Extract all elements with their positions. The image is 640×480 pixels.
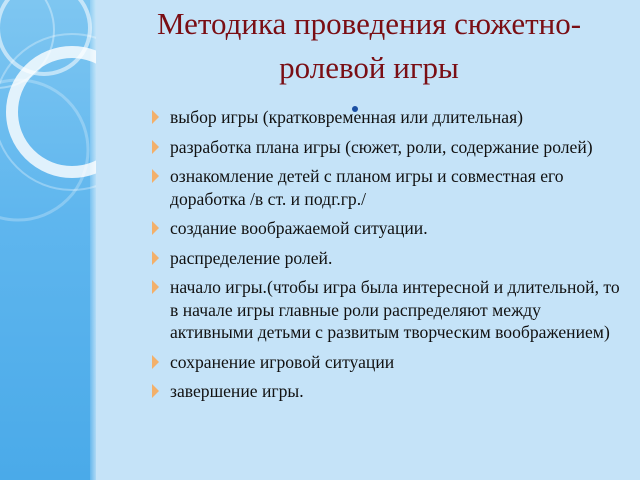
bullet-text: завершение игры. [170,381,304,401]
wedge-bullet-icon [152,169,159,183]
bullet-text: распределение ролей. [170,247,333,268]
slide-title [104,2,634,90]
bullet-item-finish [146,380,626,403]
bullet-item-familiarize [146,165,626,210]
wedge-bullet-icon [152,280,159,294]
wedge-bullet-icon [152,221,159,235]
wedge-bullet-icon [152,251,159,265]
bullet-item-plan [146,136,626,159]
slide-title-line-1: Методика проведения сюжетно- [156,6,582,41]
bullet-text: ознакомление детей с планом игры и совместная его доработка /в ст. и подг.гр./ [170,166,564,209]
wedge-bullet-icon [152,384,159,398]
band-edge-highlight [90,0,96,480]
bullet-item-keep-situation [146,351,626,374]
decorative-side-band [0,0,96,480]
wedge-bullet-icon [152,355,159,369]
wedge-bullet-icon [152,140,159,154]
bullet-item-imaginary-situation [146,217,626,240]
bullet-text: создание воображаемой ситуации. [170,218,428,238]
bullet-item-choose-game [146,106,626,129]
bullet-text: выбор игры (кратковременная или длительная) [170,107,524,127]
bullet-text: сохранение игровой ситуации [170,351,395,372]
wedge-bullet-icon [152,110,159,124]
slide-title-line-2: ролевой игры [279,50,459,85]
bullet-item-start [146,276,626,344]
bullet-list [146,106,626,410]
bullet-item-roles [146,247,626,270]
bullet-text: начало игры.(чтобы игра была интересной и длительной, то в начале игры главные роли распределяют между активными детьми с развитым творческим воображением) [170,277,620,342]
decorative-circles [0,0,96,480]
bullet-text: разработка плана игры (сюжет, роли, содержание ролей) [170,136,593,157]
